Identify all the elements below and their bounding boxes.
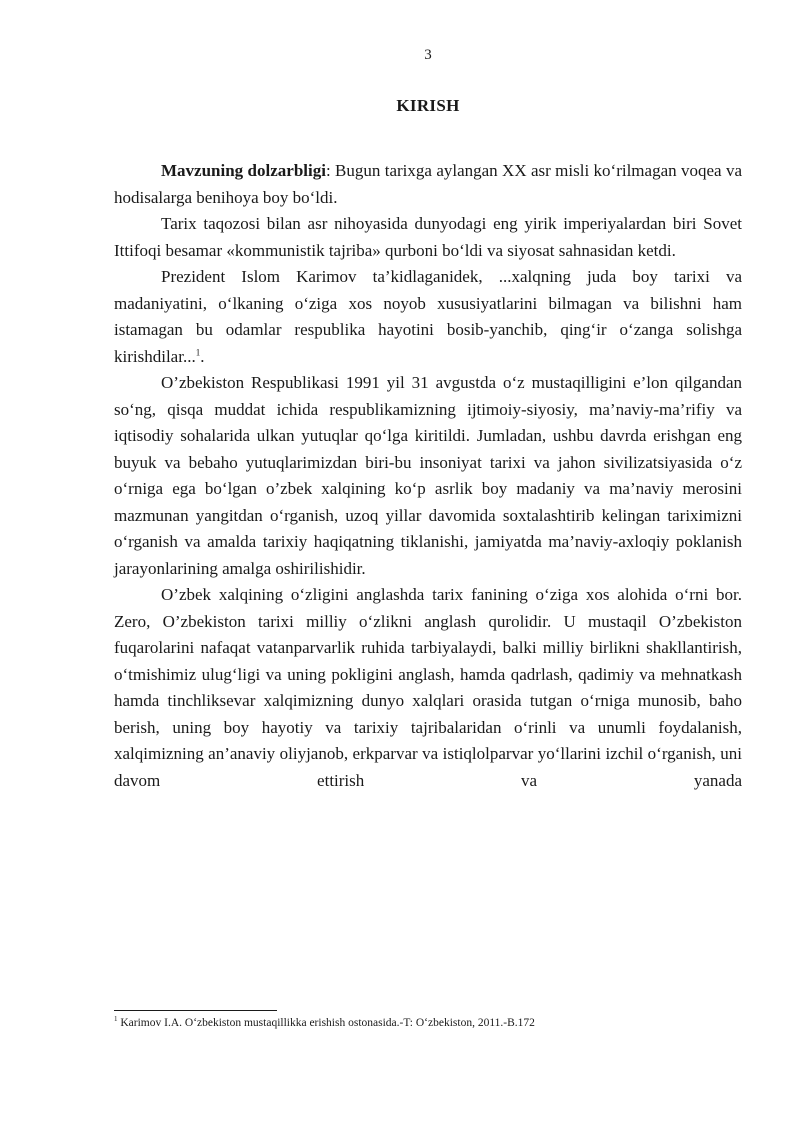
paragraph-lead: Mavzuning dolzarbligi [161,161,326,180]
footnote-divider [114,1010,277,1011]
paragraph-text: : Bugun tarixga aylangan XX asr misli ko‘rilmagan voqea va hodisalarga benihoya boy bo‘ldi. [114,161,742,207]
footnote-number: 1 [114,1015,118,1024]
paragraph-text: O’zbekiston Respublikasi 1991 yil 31 avgustda o‘z mustaqilligini e’lon qilgandan so‘ng, qisqa muddat ichida respublikamizning ijtimoiy-siyosiy, ma’naviy-ma’rifiy va iqtisodiy sohalarida ulkan yutuqlar qo‘lga kiritildi. Jumladan, ushbu davrda erishgan eng buyuk va bebaho yutuqlarimizdan biri-bu insoniyat tarixi va jahon sivilizatsiyasida o‘z o‘rniga ega bo‘lgan o’zbek xalqining ko‘p asrlik boy madaniy va ma’naviy merosini mazmunan yangitdan o‘rganish, uzoq yillar davomida soxtalashtirib kelingan tariximizni o‘rganish va amalda tarixiy haqiqatning tiklanishi, jamiyatda ma’naviy-axloqiy poklanish jarayonlarining amalga oshirilishidir. [114,373,742,578]
paragraph-history-role [114,582,742,794]
paragraph-soviet-union [114,211,742,264]
page-number: 3 [424,47,432,63]
footnote [114,1016,742,1031]
paragraph-text-end: . [200,346,205,366]
footnote-reference: 1 [195,346,201,357]
footnote-text: Karimov I.A. O‘zbekiston mustaqillikka erishish ostonasida.-T: O‘zbekiston, 2011.-B.172 [120,1017,535,1029]
paragraph-text: Prezident Islom Karimov ta’kidlaganidek, ...xalqning juda boy tarixi va madaniyatini, o‘lkaning o‘ziga xos noyob xususiyatlarini bilmagan va bilishni ham istamagan bu odamlar respublika hayotini bosib-yanchib, qing‘ir o‘zanga solishga kirishdilar... [114,267,742,366]
paragraph-text: O’zbek xalqining o‘zligini anglashda tarix fanining o‘ziga xos alohida o‘rni bor. Zero, O’zbekiston tarixi milliy o‘zlikni anglash qurolidir. U mustaqil O’zbekiston fuqarolarini nafaqat vatanparvarlik ruhida tarbiyalaydi, balki milliy birlikni shakllantirish, o‘tmishimiz ulug‘ligi va uning pokligini anglash, hamda qadrlash, qadimiy va mehnatkash hamda tinchliksevar xalqimizning dunyo xalqlari orasida tutgan o‘rniga munosib, baho berish, uning boy hayotiy va tarixiy tajribalaridan o‘rinli va unumli foydalanish, xalqimizning an’anaviy oliyjanob, erkparvar va istiqlolparvar yo‘llarini izchil o‘rganish, uni davom ettirish va yanada [114,585,742,790]
section-heading: KIRISH [396,96,460,115]
paragraph-text: Tarix taqozosi bilan asr nihoyasida dunyodagi eng yirik imperiyalardan biri Sovet Ittifoqi besamar «kommunistik tajriba» qurboni bo‘ldi va siyosat sahnasidan ketdi. [114,214,742,260]
body-text [114,158,742,794]
paragraph-relevance [114,158,742,211]
paragraph-independence [114,370,742,582]
paragraph-president-quote [114,264,742,370]
